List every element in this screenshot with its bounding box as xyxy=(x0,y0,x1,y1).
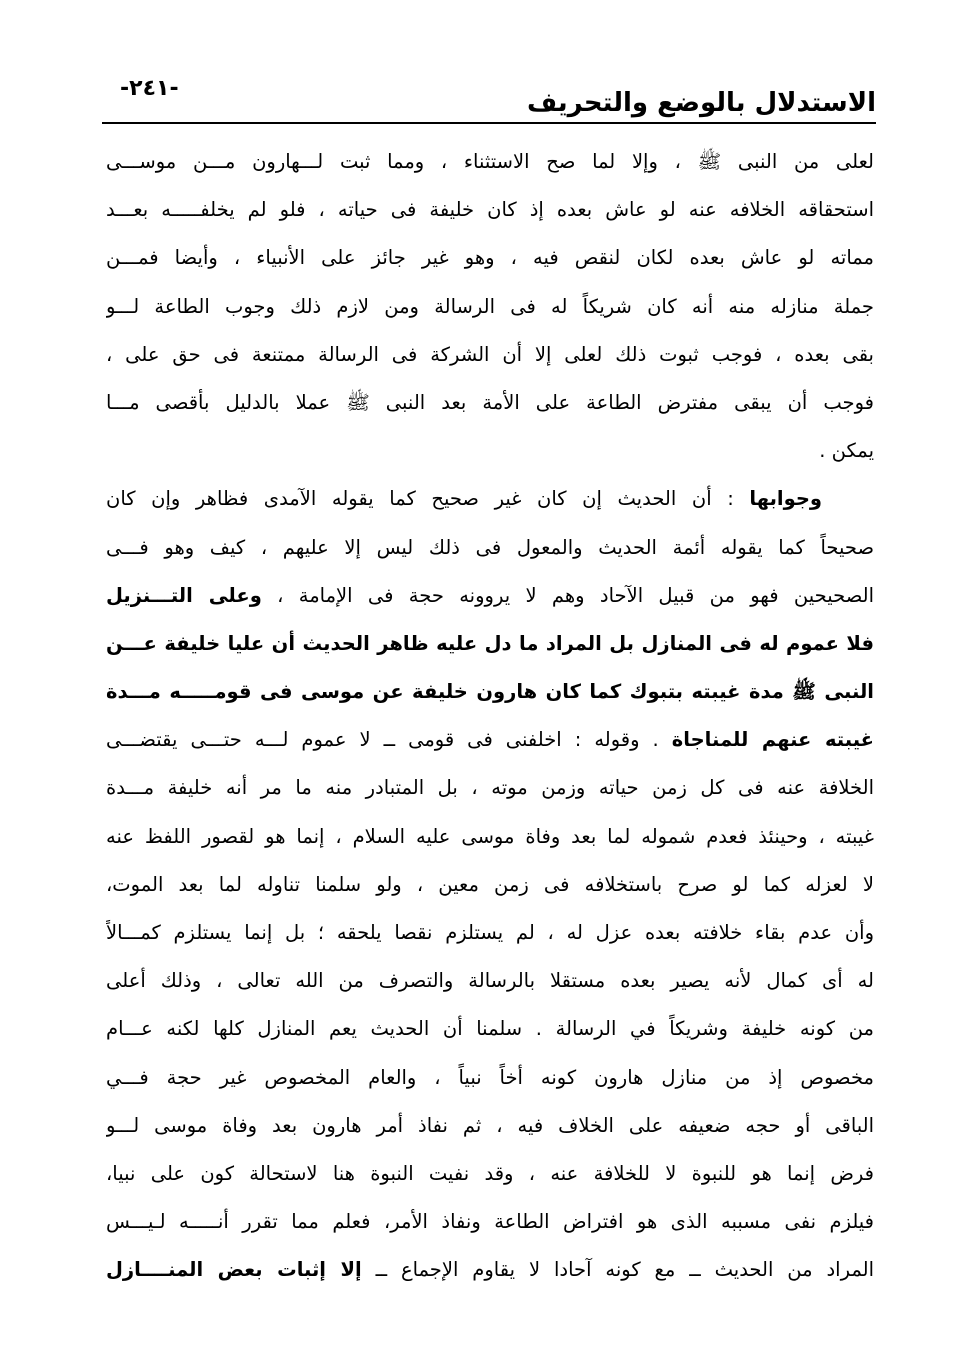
text-segment: من كونه خليفة وشريكاً في الرسالة . سلمنا أن الحديث يعم المنازل كلها لكنه عـــام xyxy=(106,1017,874,1041)
text-line xyxy=(106,861,874,909)
text-line xyxy=(106,1150,874,1198)
text-segment: الخلافة عنه فى كل زمن حياته وزمن موته ، بل المتبادر منه ما مر أنه خليفة مـــدة xyxy=(106,776,874,800)
text-segment: غيبته ، وحينئذ فعدم شموله لما بعد وفاة موسى عليه السلام ، إنما هو لقصور اللفظ عنه xyxy=(106,824,874,848)
text-segment: فرض إنما هو للنبوة لا للخلافة عنه ، وقد نفيت النبوة هنا لاستحالة كون على نبيا، xyxy=(106,1161,874,1185)
text-segment: لا لعزله كما لو صرح باستخلافه فى زمن معين ، ولو سلمنا تناوله لما بعد الموت، xyxy=(106,872,874,896)
text-line xyxy=(106,475,874,523)
text-segment: مخصوص إذ من منازل هارون كونه أخاً نبياً ، والعام المخصوص غير حجة فـــي xyxy=(106,1065,874,1089)
page-header xyxy=(102,72,876,124)
text-line xyxy=(106,427,874,475)
text-line xyxy=(106,186,874,234)
text-line xyxy=(106,764,874,812)
text-line xyxy=(106,572,874,620)
text-line xyxy=(106,957,874,1005)
text-line xyxy=(106,1246,874,1294)
text-line xyxy=(106,1005,874,1053)
bold-text-segment: غيبته عنهم للمناجاة xyxy=(671,728,874,752)
text-line xyxy=(106,909,874,957)
text-segment: : أن الحديث إن كان غير صحيح كما يقوله الآمدى فظاهر وإن كان xyxy=(106,487,750,511)
text-segment: يمكن . xyxy=(819,439,874,463)
text-line xyxy=(106,716,874,764)
text-line xyxy=(106,1054,874,1102)
text-line xyxy=(106,524,874,572)
text-line xyxy=(106,620,874,668)
text-line xyxy=(106,1102,874,1150)
text-segment: فوجب أن يبقى مفترض الطاعة على الأمة بعد النبى ﷺ عملا بالدليل بأقصى مـــا xyxy=(106,390,874,414)
running-title: الاستدلال بالوضع والتحريف xyxy=(526,88,876,118)
text-segment: الباقى أو حجه ضعيفه على الخلاف فيه ، ثم نفاذ أمر هارون بعد وفاة موسى لـــو xyxy=(106,1113,874,1137)
text-segment: له أى كمال لأنه يصير بعده مستقلا بالرسالة والتصرف من الله تعالى ، وذلك أعلى xyxy=(106,969,874,993)
text-line xyxy=(106,668,874,716)
text-line xyxy=(106,331,874,379)
text-line xyxy=(106,813,874,861)
text-line xyxy=(106,234,874,282)
text-segment: فيلزم نفى مسببه الذى هو افتراض الطاعة ونفاذ الأمر، فعلم مما تقرر أنـــــه لـيـــس xyxy=(106,1210,874,1234)
text-line xyxy=(106,379,874,427)
page-number: -٢٤١- xyxy=(120,76,179,101)
bold-text-segment: وعلى التـــنزيل xyxy=(106,583,262,607)
header-divider xyxy=(102,122,876,124)
text-segment: بقى بعده ، فوجب ثبوت ذلك لعلى إلا أن الشركة فى الرسالة ممتنعة فى حق على ، xyxy=(106,342,874,366)
bold-text-segment: النبى ﷺ مدة غيبته بتبوك كما كان هارون خليفة عن موسى فى قومـــــه مـــدة xyxy=(106,680,874,704)
text-segment: الصحيحين فهو من قبيل الآحاد وهم لا يروونه حجة فى الإمامة ، xyxy=(261,583,874,607)
bold-text-segment: فلا عموم له فى المنازل بل المراد ما دل عليه ظاهر الحديث أن عليا خليفة عـــن xyxy=(106,631,874,655)
text-line xyxy=(106,138,874,186)
text-segment: المراد من الحديث ــ مع كونه آحادا لا يقاوم الإجماع ــ xyxy=(361,1258,874,1282)
text-line xyxy=(106,283,874,331)
text-segment: جملة منازله منه أنه كان شريكاً له فى الرسالة ومن لازم ذلك وجوب الطاعة لـــو xyxy=(106,294,874,318)
text-line xyxy=(106,1198,874,1246)
text-segment: وأن عدم بقاء خلافته بعده عزل له ، لم يستلزم نقصا يلحقه ؛ بل إنما يستلزم كمـــالاً xyxy=(106,921,874,944)
text-segment: لعلى من النبى ﷺ ، وإلا لما صح الاستثناء ، ومما ثبت لـــهارون مـــن موســـى xyxy=(106,150,874,173)
text-segment: . وقوله : اخلفنى فى قومى ــ لا عموم لـــه حتـــى يقتضـــى xyxy=(106,728,672,752)
bold-text-segment: وجوابها xyxy=(749,487,822,511)
text-segment: صحيحاً كما يقوله أئمة الحديث والمعول فى ذلك ليس إلا عليهم ، كيف وهو فـــى xyxy=(106,535,874,559)
body-text xyxy=(106,138,874,1295)
text-segment: استحقاقه الخلافه عنه لو عاش بعده إذ كان خليفة فى حياته ، فلو لم يخلفـــــه بعـــد xyxy=(106,198,874,222)
bold-text-segment: إلا إثبات بعض المنــــازل xyxy=(106,1258,362,1282)
text-segment: مماته لو عاش بعده لكان لنقص فيه ، وهو غير جائز على الأنبياء ، وأيضا فمـــن xyxy=(106,246,874,270)
